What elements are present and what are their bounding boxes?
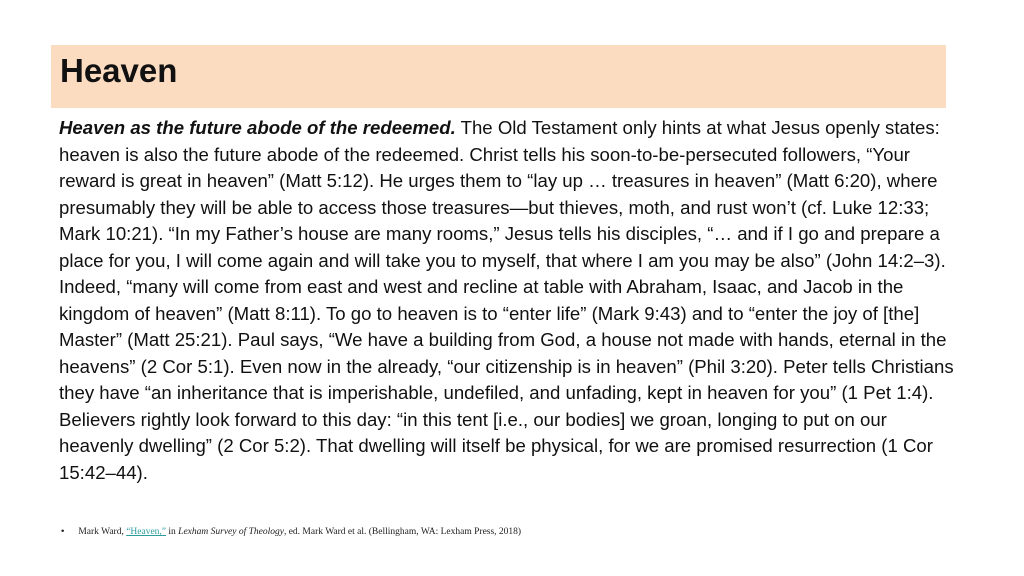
footnote-text — [78, 526, 521, 538]
slide-body — [59, 115, 959, 486]
footnote-bullet: • — [61, 526, 65, 537]
footnote-publication: , ed. Mark Ward et al. (Bellingham, WA: Lexham Press, 2018) — [283, 527, 522, 537]
footnote — [61, 526, 961, 538]
slide-title: Heaven — [60, 52, 178, 89]
lead-phrase: Heaven as the future abode of the redeemed. — [59, 117, 456, 138]
body-paragraph: The Old Testament only hints at what Jesus openly states: heaven is also the future abode of the redeemed. Christ tells his soon-to-be-persecuted followers, “Your reward is great in heaven” (Matt 5:12). He urges them to “lay up … treasures in heaven” (Matt 6:20), where presumably they will be able to access those treasures—but thieves, moth, and rust won’t (cf. Luke 12:33; Mark 10:21). “In my Father’s house are many rooms,” Jesus tells his disciples, “… and if I go and prepare a place for you, I will come again and will take you to myself, that where I am you may be also” (John 14:2–3). Indeed, “many will come from east and west and recline at table with Abraham, Isaac, and Jacob in the kingdom of heaven” (Matt 8:11). To go to heaven is to “enter life” (Mark 9:43) and to “enter the joy of [the] Master” (Matt 25:21). Paul says, “We have a building from God, a house not made with hands, eternal in the heavens” (2 Cor 5:1). Even now in the already, “our citizenship is in heaven” (Phil 3:20). Peter tells Christians they have “an inheritance that is imperishable, undefiled, and unfading, kept in heaven for you” (1 Pet 1:4). Believers rightly look forward to this day: “in this tent [i.e., our bodies] we groan, longing to put on our heavenly dwelling” (2 Cor 5:2). That dwelling will itself be physical, for we are promised resurrection (1 Cor 15:42–44). — [59, 117, 954, 483]
footnote-author: Mark Ward, — [78, 527, 127, 537]
footnote-in: in — [166, 527, 179, 537]
title-band — [51, 45, 946, 108]
footnote-work-title: Lexham Survey of Theology — [178, 527, 284, 537]
footnote-heaven-link[interactable]: “Heaven,” — [126, 527, 167, 537]
